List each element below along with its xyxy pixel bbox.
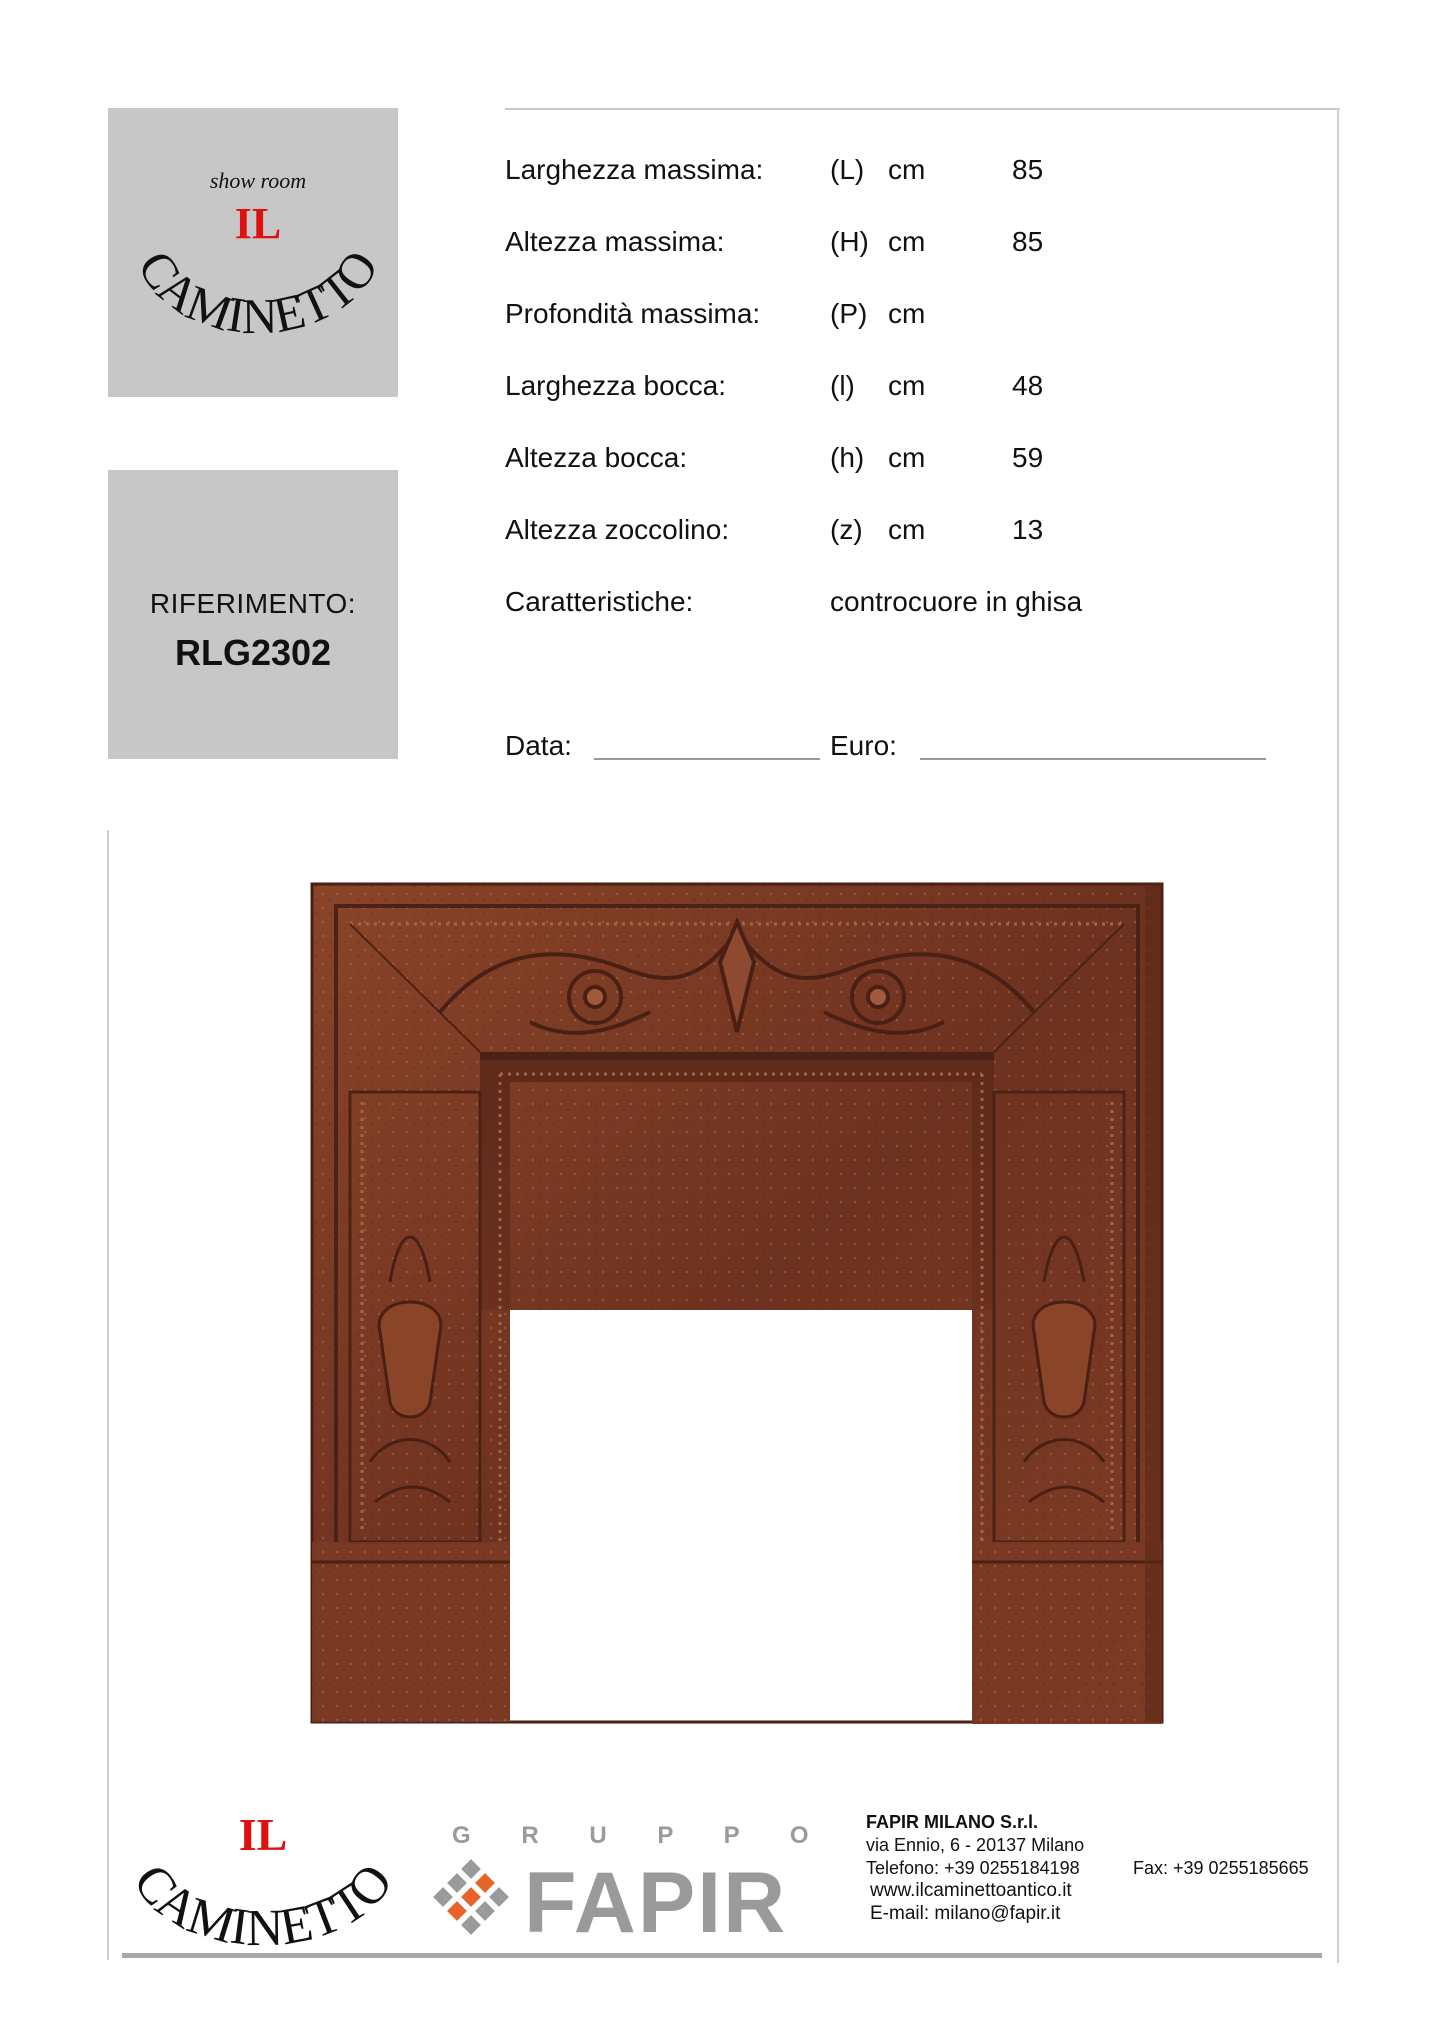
- spec-label: Profondità massima:: [505, 298, 761, 329]
- spec-symbol: (l): [830, 370, 855, 401]
- caminetto-logo: [108, 108, 398, 397]
- euro-label: Euro:: [830, 730, 897, 761]
- top-rule: [505, 108, 1340, 110]
- spec-unit: cm: [888, 298, 926, 329]
- right-rule: [1337, 108, 1339, 1963]
- features-value: controcuore in ghisa: [830, 586, 1083, 617]
- spec-value: 85: [1012, 226, 1044, 257]
- spec-label: Larghezza massima:: [505, 154, 764, 185]
- spec-label: Altezza zoccolino:: [505, 514, 730, 545]
- spec-unit: cm: [888, 514, 926, 545]
- logo-caminetto: CAMINETTO: [127, 240, 390, 345]
- showroom-logo-box: [108, 108, 398, 397]
- spec-symbol: (z): [830, 514, 863, 545]
- spec-value: 85: [1012, 154, 1044, 185]
- fapir-diamond-icon: [428, 1858, 518, 1948]
- footer-website[interactable]: www.ilcaminettoantico.it: [870, 1880, 1072, 1901]
- footer-email[interactable]: E-mail: milano@fapir.it: [870, 1903, 1061, 1924]
- footer-group-word: G R U P P O: [452, 1822, 831, 1849]
- spec-label: Larghezza bocca:: [505, 370, 727, 401]
- spec-value: 59: [1012, 442, 1044, 473]
- logo-tagline: show room: [209, 168, 307, 193]
- date-label: Data:: [505, 730, 572, 761]
- euro-field[interactable]: [920, 758, 1266, 760]
- spec-symbol: (P): [830, 298, 868, 329]
- left-rule: [107, 830, 109, 1960]
- reference-label: RIFERIMENTO:: [149, 588, 357, 619]
- fireplace-photo: [250, 862, 1180, 1742]
- spec-value: 13: [1012, 514, 1044, 545]
- spec-unit: cm: [888, 442, 926, 473]
- footer-fax: Fax: +39 0255185665: [1133, 1858, 1309, 1878]
- spec-symbol: (L): [830, 154, 865, 185]
- spec-unit: cm: [888, 226, 926, 257]
- footer-phone: Telefono: +39 0255184198: [866, 1858, 1080, 1878]
- footer-address: via Ennio, 6 - 20137 Milano: [866, 1835, 1085, 1855]
- footer-company: FAPIR MILANO S.r.l.: [866, 1812, 1039, 1832]
- reference-box: [108, 470, 398, 759]
- date-field[interactable]: [594, 758, 820, 760]
- spec-unit: cm: [888, 154, 926, 185]
- spec-label: Altezza massima:: [505, 226, 725, 257]
- footer-logo-il: IL: [238, 1809, 288, 1860]
- spec-label: Altezza bocca:: [505, 442, 688, 473]
- spec-symbol: (h): [830, 442, 865, 473]
- features-label: Caratteristiche:: [505, 586, 694, 617]
- spec-unit: cm: [888, 370, 926, 401]
- logo-il: IL: [234, 199, 282, 248]
- spec-symbol: (H): [830, 226, 869, 257]
- fapir-brand: FAPIR: [524, 1855, 788, 1951]
- footer-logo-caminetto: CAMINETTO: [122, 1853, 405, 1958]
- spec-value: 48: [1012, 370, 1044, 401]
- reference-code: RLG2302: [174, 632, 332, 673]
- footer-caminetto-logo: [118, 1800, 408, 1960]
